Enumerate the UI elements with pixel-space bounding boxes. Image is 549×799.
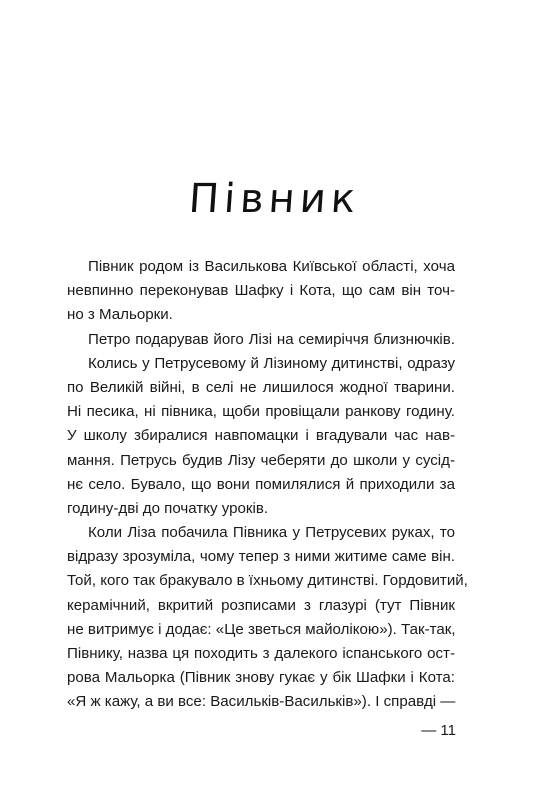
text-line: нє село. Бувало, що вони помилялися й приходили за [67, 475, 455, 493]
text-line: У школу збиралися навпомацки і вгадували час нав- [67, 427, 455, 445]
text-line: Колись у Петрусевому й Лізиному дитинстві, одразу [88, 354, 455, 372]
text-line: Ні песика, ні півника, щоби провіщали ранкову годину. [67, 403, 455, 421]
text-line: Коли Ліза побачила Півника у Петрусевих руках, то [88, 524, 455, 542]
text-line: мання. Петрусь будив Лізу чеберяти до школи у сусід- [67, 451, 455, 469]
text-line: Петро подарував його Лізі на семиріччя близнючків. [88, 330, 455, 348]
text-line: відразу зрозуміла, чому тепер з ними житиме саме він. [67, 548, 455, 566]
text-line: невпинно переконував Шафку і Кота, що сам він точ- [67, 282, 455, 300]
text-line: не витримує і додає: «Це зветься майолікою»). Так-так, [67, 620, 456, 638]
text-line: но з Мальорки. [67, 306, 173, 324]
text-line: рова Мальорка (Півник знову гукає у бік Шафки і Кота: [67, 669, 455, 687]
text-line: годину-дві до початку уроків. [67, 499, 269, 517]
text-line: по Великій війні, в селі не лишилося жодної тварини. [67, 378, 455, 396]
text-line: керамічний, вкритий розписами з глазурі (тут Півник [67, 596, 455, 614]
page-number: — 11 [421, 722, 456, 739]
text-line: «Я ж кажу, а ви все: Васильків-Васильків»). І справді — [67, 693, 456, 711]
chapter-title: Півник [187, 175, 362, 222]
text-line: Півнику, назва ця походить з далекого іспанського ост- [67, 645, 455, 662]
body-text [67, 255, 468, 715]
text-line: Півник родом із Василькова Київської області, хоча [88, 258, 455, 275]
text-line: Той, кого так бракувало в їхньому дитинстві. Гордовитий, [67, 572, 468, 590]
